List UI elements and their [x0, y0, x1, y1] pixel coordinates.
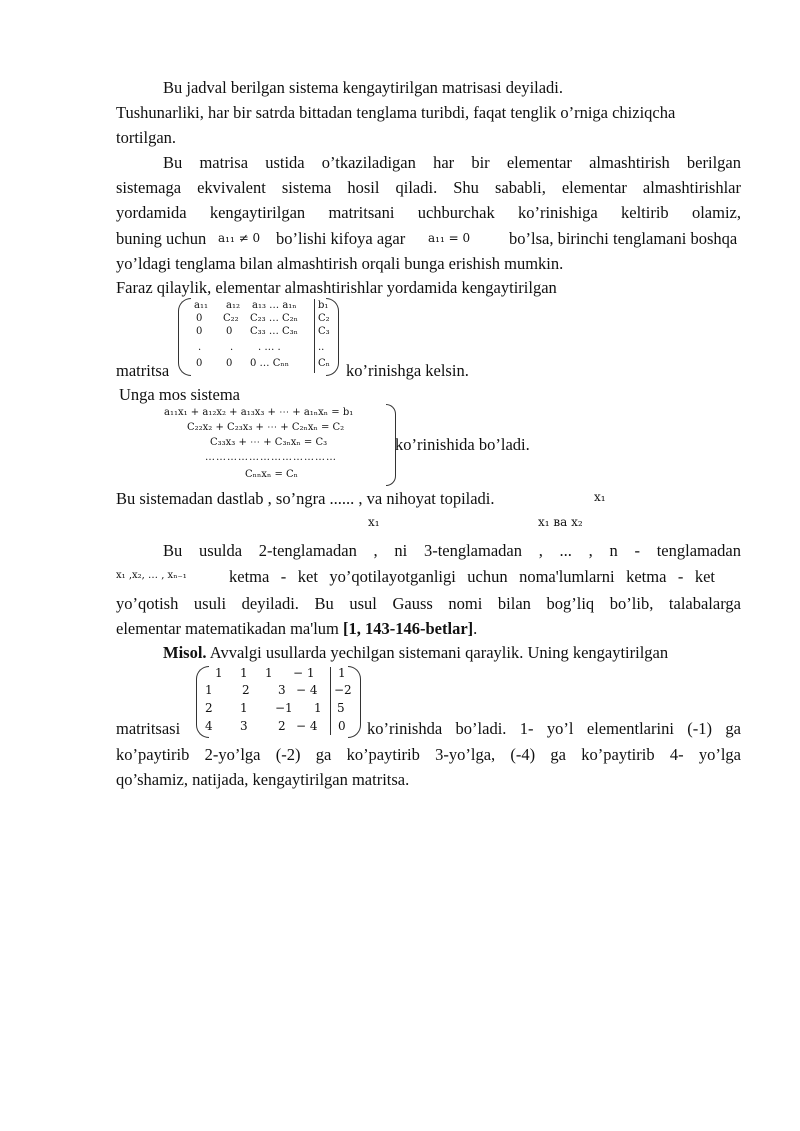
matrix-cell: −1 [275, 701, 293, 715]
matrix-cell: 0 [226, 358, 233, 369]
text-line: matritsa [116, 361, 170, 380]
text-span: Avvalgi usullarda yechilgan sistemani qaraylik. Uning kengaytirilgan [209, 643, 669, 662]
augment-bar [330, 667, 331, 735]
text-line: Bu matrisa ustida o’tkaziladigan har bir elementar almashtirish berilgan [163, 153, 741, 172]
matrix-cell: .. [318, 342, 325, 353]
matrix-cell: − 1 [293, 666, 315, 680]
text-line: ko’rinishga kelsin. [346, 361, 469, 380]
matrix-cell: b₁ [318, 300, 329, 311]
text-line: ketma - ket yo’qotilayotganligi uchun noma'lumlarni ketma - ket [229, 567, 715, 586]
equation: ……………………………… [205, 452, 337, 463]
matrix-cell: a₁₃ … a₁ₙ [252, 300, 297, 311]
matrix-cell: 1 [314, 701, 322, 715]
text-line: Faraz qilaylik, elementar almashtirishlar yordamida kengaytirilgan [116, 278, 557, 297]
matrix-cell: 1 [205, 683, 213, 697]
text-span: elementar matematikadan ma'lum [116, 619, 339, 638]
text-line: ko’rinishda bo’ladi. 1- yo’l elementlarini (-1) ga [367, 719, 741, 738]
matrix-cell: 3 [240, 719, 248, 733]
matrix-cell: a₁₂ [226, 300, 240, 311]
matrix-cell: 2 [242, 683, 250, 697]
text-line [163, 643, 668, 663]
math-inline: x₁ ва x₂ [538, 515, 583, 529]
right-paren [348, 666, 361, 738]
text-line: Bu jadval berilgan sistema kengaytirilgan matrisasi deyiladi. [163, 78, 564, 97]
matrix-cell: C₂₂ [223, 313, 239, 324]
text-line: qo’shamiz, natijada, kengaytirilgan matritsa. [116, 770, 410, 789]
augment-bar [314, 299, 315, 373]
text-line: ko’paytirib 2-yo’lga (-2) ga ko’paytirib 3-yo’lga, (-4) ga ko’paytirib 4- yo’lga [116, 745, 741, 764]
matrix-cell: 0 … Cₙₙ [250, 358, 290, 369]
math-inline: a₁₁ = 0 [428, 231, 471, 245]
text-line: ko’rinishida bo’ladi. [395, 435, 530, 454]
matrix-cell: . … . [258, 342, 281, 353]
matrix-cell: 0 [226, 326, 233, 337]
text-line: bo’lsa, birinchi tenglamani boshqa [509, 229, 738, 248]
matrix-cell: 2 [278, 719, 286, 733]
text-line: yo’qotish usuli deyiladi. Bu usul Gauss nomi bilan bog’liq bo’lib, talabalarga [116, 594, 741, 613]
matrix-cell: C₂₃ … C₂ₙ [250, 313, 299, 324]
text-line [116, 619, 477, 639]
text-line: Bu usulda 2-tenglamadan , ni 3-tenglamadan , ... , n - tenglamadan [163, 541, 741, 560]
matrix-cell: 0 [196, 358, 203, 369]
example-label: Misol. [163, 643, 207, 662]
matrix-cell: Cₙ [318, 358, 330, 369]
equation: a₁₁x₁ + a₁₂x₂ + a₁₃x₃ + ⋯ + a₁ₙxₙ = b₁ [164, 407, 354, 418]
matrix-cell: −2 [334, 683, 352, 697]
equation: C₂₂x₂ + C₂₃x₃ + ⋯ + C₂ₙxₙ = C₂ [187, 422, 345, 433]
matrix-cell: 4 [205, 719, 213, 733]
text-line: yordamida kengaytirilgan matritsani uchburchak ko’rinishiga keltirib olamiz, [116, 203, 741, 222]
matrix-cell: C₃ [318, 326, 330, 337]
matrix-cell: 1 [240, 701, 248, 715]
matrix-cell: C₂ [318, 313, 330, 324]
matrix-cell: a₁₁ [194, 300, 208, 311]
matrix-cell: 5 [337, 701, 345, 715]
matrix-cell: − 4 [296, 719, 318, 733]
matrix-cell: 1 [338, 666, 346, 680]
matrix-cell: 1 [265, 666, 273, 680]
text-line: Tushunarliki, har bir satrda bittadan tenglama turibdi, faqat tenglik o’rniga chiziqcha [116, 103, 676, 122]
text-line: bo’lishi kifoya agar [276, 229, 406, 248]
matrix-cell: 3 [278, 683, 286, 697]
matrix-cell: . [198, 342, 202, 353]
matrix-cell: C₃₃ … C₃ₙ [250, 326, 299, 337]
matrix-cell: 1 [240, 666, 248, 680]
math-inline: x₁ [368, 515, 380, 529]
matrix-cell: 2 [205, 701, 213, 715]
text-line: yo’ldagi tenglama bilan almashtirish orqali bunga erishish mumkin. [116, 254, 564, 273]
matrix-cell: 1 [215, 666, 223, 680]
text-line: buning uchun [116, 229, 207, 248]
equation: Cₙₙxₙ = Cₙ [245, 469, 298, 480]
math-inline: a₁₁ ≠ 0 [218, 231, 261, 245]
text-line: tortilgan. [116, 128, 177, 147]
text-line: Unga mos sistema [119, 385, 240, 404]
matrix-cell: 0 [196, 326, 203, 337]
equation: C₃₃x₃ + ⋯ + C₃ₙxₙ = C₃ [210, 437, 328, 448]
text-span: . [473, 619, 478, 638]
matrix-cell: . [230, 342, 234, 353]
left-paren [178, 298, 191, 376]
matrix-cell: − 4 [296, 683, 318, 697]
text-line: Bu sistemadan dastlab , so’ngra ...... , va nihoyat topiladi. [116, 489, 495, 508]
reference: [1, 143-146-betlar] [343, 619, 474, 638]
matrix-cell: 0 [196, 313, 203, 324]
matrix-cell: 0 [338, 719, 346, 733]
text-line: matritsasi [116, 719, 181, 738]
text-line: sistemaga ekvivalent sistema hosil qiladi. Shu sababli, elementar almashtirishlar [116, 178, 741, 197]
math-inline: x₁ [594, 490, 606, 504]
math-inline: x₁ ,x₂, … , xₙ₋₁ [116, 570, 187, 581]
